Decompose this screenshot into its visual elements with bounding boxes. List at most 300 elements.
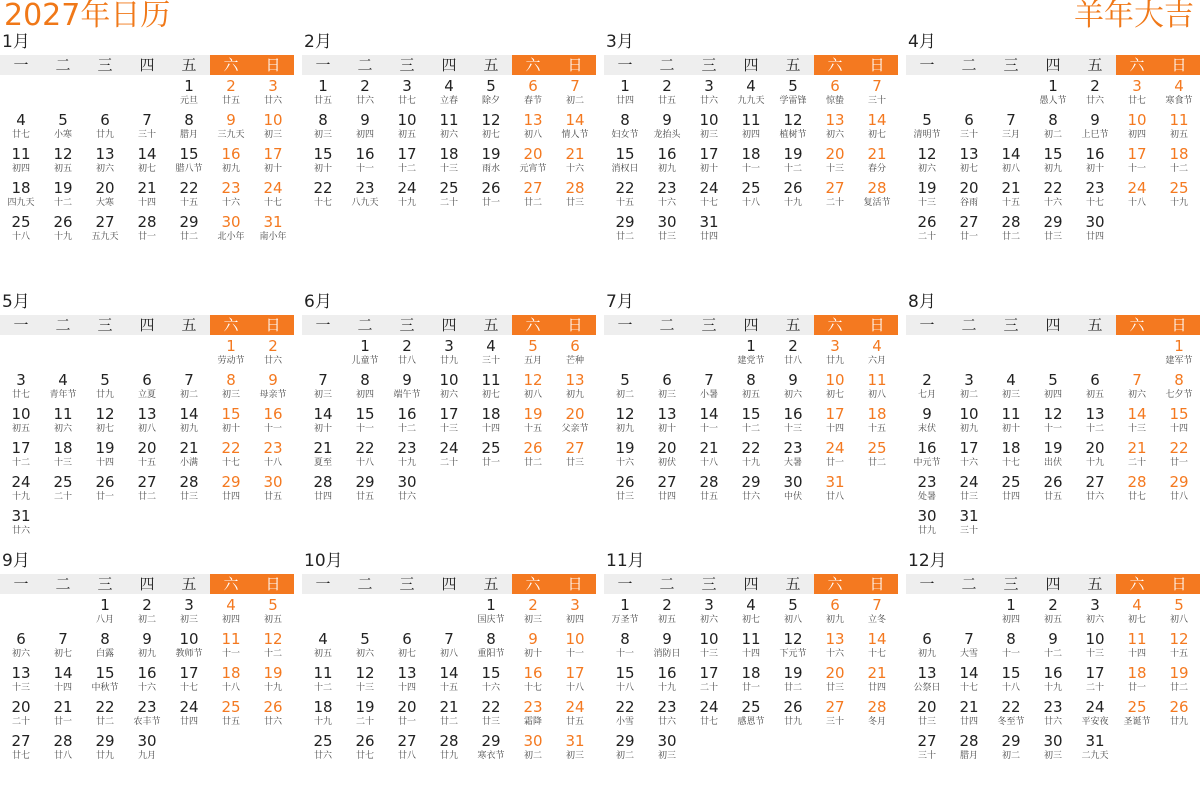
day-number: 8 bbox=[1006, 630, 1016, 648]
day-cell bbox=[168, 371, 210, 405]
lunar-label: 初二 bbox=[615, 390, 634, 400]
day-cell bbox=[302, 664, 344, 698]
day-number: 6 bbox=[402, 630, 412, 648]
day-cell bbox=[990, 213, 1032, 247]
weekday-label: 四 bbox=[441, 56, 457, 74]
day-cell bbox=[688, 698, 730, 732]
lunar-label: 消防日 bbox=[653, 649, 681, 659]
empty-cell bbox=[302, 337, 344, 371]
lunar-label: 廿四 bbox=[1001, 492, 1020, 502]
lunar-label: 廿四 bbox=[657, 492, 676, 502]
day-number: 23 bbox=[263, 439, 283, 457]
lunar-label: 廿二 bbox=[615, 232, 634, 242]
day-number: 13 bbox=[11, 664, 31, 682]
weekday-header bbox=[302, 574, 596, 594]
day-cell bbox=[1158, 439, 1200, 473]
day-cell bbox=[948, 698, 990, 732]
lunar-label: 廿二 bbox=[867, 458, 886, 468]
day-number: 8 bbox=[486, 630, 496, 648]
day-number: 11 bbox=[1001, 405, 1021, 423]
day-cell bbox=[990, 698, 1032, 732]
weekday-header bbox=[604, 55, 898, 75]
day-cell bbox=[688, 179, 730, 213]
day-number: 9 bbox=[788, 371, 798, 389]
day-number: 4 bbox=[1132, 596, 1142, 614]
day-cell bbox=[252, 145, 294, 179]
lunar-label: 十六 bbox=[1043, 198, 1062, 208]
day-number: 12 bbox=[263, 630, 283, 648]
day-cell bbox=[554, 145, 596, 179]
day-cell bbox=[302, 77, 344, 111]
day-number: 23 bbox=[221, 179, 241, 197]
day-number: 11 bbox=[221, 630, 241, 648]
lunar-label: 初七 bbox=[825, 390, 844, 400]
day-cell bbox=[948, 507, 990, 541]
weekday-label: 四 bbox=[743, 316, 759, 334]
day-number: 30 bbox=[1085, 213, 1105, 231]
day-cell bbox=[646, 664, 688, 698]
day-number: 26 bbox=[1169, 698, 1189, 716]
day-cell bbox=[772, 664, 814, 698]
day-cell bbox=[252, 111, 294, 145]
lunar-label: 十七 bbox=[699, 198, 718, 208]
day-number: 30 bbox=[917, 507, 937, 525]
day-cell bbox=[126, 473, 168, 507]
day-number: 9 bbox=[268, 371, 278, 389]
lunar-label: 腊月 bbox=[179, 130, 198, 140]
day-number: 14 bbox=[179, 405, 199, 423]
lunar-label: 十三 bbox=[439, 424, 458, 434]
day-cell bbox=[604, 630, 646, 664]
day-cell bbox=[84, 371, 126, 405]
lunar-label: 十五 bbox=[1001, 198, 1020, 208]
lunar-label: 初三 bbox=[657, 390, 676, 400]
lunar-label: 十一 bbox=[615, 649, 634, 659]
weekday-label: 三 bbox=[399, 56, 415, 74]
weekday-label: 日 bbox=[856, 55, 898, 75]
day-number: 11 bbox=[481, 371, 501, 389]
day-cell bbox=[168, 179, 210, 213]
lunar-label: 十四 bbox=[741, 649, 760, 659]
day-number: 18 bbox=[867, 405, 887, 423]
weekday-label: 日 bbox=[252, 574, 294, 594]
lunar-label: 初十 bbox=[699, 164, 718, 174]
day-cell bbox=[512, 630, 554, 664]
lunar-label: 重阳节 bbox=[477, 649, 505, 659]
lunar-label: 廿一 bbox=[1169, 458, 1188, 468]
day-cell bbox=[252, 664, 294, 698]
day-number: 27 bbox=[95, 213, 115, 231]
day-cell bbox=[302, 145, 344, 179]
day-number: 12 bbox=[1169, 630, 1189, 648]
lunar-label: 初七 bbox=[959, 164, 978, 174]
weekday-label: 六 bbox=[512, 574, 554, 594]
day-number: 20 bbox=[657, 439, 677, 457]
day-cell bbox=[0, 405, 42, 439]
day-number: 19 bbox=[481, 145, 501, 163]
day-cell bbox=[386, 630, 428, 664]
day-cell bbox=[554, 405, 596, 439]
lunar-label: 初六 bbox=[439, 130, 458, 140]
day-cell bbox=[948, 732, 990, 766]
day-number: 27 bbox=[565, 439, 585, 457]
lunar-label: 廿八 bbox=[825, 492, 844, 502]
day-number: 16 bbox=[917, 439, 937, 457]
day-cell bbox=[1116, 371, 1158, 405]
day-cell bbox=[688, 439, 730, 473]
day-cell bbox=[252, 405, 294, 439]
day-cell bbox=[604, 371, 646, 405]
weekday-label: 五 bbox=[1087, 316, 1103, 334]
day-number: 29 bbox=[1043, 213, 1063, 231]
day-cell bbox=[302, 405, 344, 439]
day-number: 4 bbox=[318, 630, 328, 648]
day-number: 26 bbox=[53, 213, 73, 231]
lunar-label: 十一 bbox=[1127, 164, 1146, 174]
weekday-header bbox=[0, 55, 294, 75]
day-cell bbox=[210, 337, 252, 371]
lunar-label: 廿五 bbox=[221, 96, 240, 106]
lunar-label: 中元节 bbox=[913, 458, 941, 468]
day-cell bbox=[948, 179, 990, 213]
day-number: 24 bbox=[699, 698, 719, 716]
lunar-label: 初五 bbox=[263, 615, 282, 625]
lunar-label: 廿五 bbox=[221, 717, 240, 727]
day-number: 23 bbox=[523, 698, 543, 716]
day-cell bbox=[1158, 145, 1200, 179]
day-number: 31 bbox=[11, 507, 31, 525]
lunar-label: 廿六 bbox=[11, 526, 30, 536]
lunar-label: 廿七 bbox=[11, 390, 30, 400]
weekday-label: 五 bbox=[1087, 575, 1103, 593]
lunar-label: 十一 bbox=[263, 424, 282, 434]
lunar-label: 十五 bbox=[1169, 649, 1188, 659]
day-number: 22 bbox=[615, 698, 635, 716]
weekday-label: 四 bbox=[139, 56, 155, 74]
day-number: 31 bbox=[959, 507, 979, 525]
day-cell bbox=[688, 145, 730, 179]
day-number: 18 bbox=[741, 664, 761, 682]
day-cell bbox=[856, 77, 898, 111]
day-cell bbox=[948, 145, 990, 179]
lunar-label: 初七 bbox=[137, 164, 156, 174]
day-cell bbox=[990, 630, 1032, 664]
day-cell bbox=[814, 439, 856, 473]
weekday-label: 一 bbox=[617, 316, 633, 334]
day-cell bbox=[0, 664, 42, 698]
day-cell bbox=[730, 371, 772, 405]
day-number: 1 bbox=[1048, 77, 1058, 95]
day-cell bbox=[126, 179, 168, 213]
day-cell bbox=[1074, 732, 1116, 766]
day-cell bbox=[772, 405, 814, 439]
lunar-label: 初三 bbox=[1043, 751, 1062, 761]
lunar-label: 十九 bbox=[1085, 458, 1104, 468]
day-cell bbox=[730, 337, 772, 371]
day-number: 3 bbox=[444, 337, 454, 355]
day-cell bbox=[0, 630, 42, 664]
lunar-label: 初十 bbox=[1085, 164, 1104, 174]
lunar-label: 十五 bbox=[439, 683, 458, 693]
lunar-label: 初九 bbox=[137, 649, 156, 659]
day-cell bbox=[1032, 732, 1074, 766]
day-cell bbox=[554, 732, 596, 766]
day-number: 19 bbox=[263, 664, 283, 682]
day-cell bbox=[554, 179, 596, 213]
day-number: 26 bbox=[481, 179, 501, 197]
day-cell bbox=[428, 77, 470, 111]
day-cell bbox=[814, 145, 856, 179]
day-number: 12 bbox=[783, 111, 803, 129]
day-cell bbox=[1032, 439, 1074, 473]
lunar-label: 廿九 bbox=[439, 356, 458, 366]
lunar-label: 十九 bbox=[397, 198, 416, 208]
lunar-label: 九九天 bbox=[737, 96, 765, 106]
lunar-label: 初七 bbox=[867, 130, 886, 140]
lunar-label: 廿四 bbox=[1085, 232, 1104, 242]
day-number: 3 bbox=[268, 77, 278, 95]
empty-cell bbox=[948, 77, 990, 111]
calendar-subtitle: 羊年大吉 bbox=[1074, 0, 1194, 33]
day-cell bbox=[252, 473, 294, 507]
lunar-label: 十八 bbox=[355, 458, 374, 468]
lunar-label: 初二 bbox=[1043, 130, 1062, 140]
day-cell bbox=[386, 473, 428, 507]
day-cell bbox=[470, 630, 512, 664]
day-number: 14 bbox=[1127, 405, 1147, 423]
day-number: 12 bbox=[783, 630, 803, 648]
day-grid bbox=[302, 77, 596, 213]
day-number: 9 bbox=[360, 111, 370, 129]
day-number: 9 bbox=[1090, 111, 1100, 129]
day-number: 25 bbox=[53, 473, 73, 491]
lunar-label: 末伏 bbox=[917, 424, 936, 434]
lunar-label: 初四 bbox=[741, 130, 760, 140]
day-cell bbox=[1158, 473, 1200, 507]
lunar-label: 寒食节 bbox=[1165, 96, 1193, 106]
day-cell bbox=[386, 439, 428, 473]
lunar-label: 廿五 bbox=[313, 96, 332, 106]
lunar-label: 十一 bbox=[221, 649, 240, 659]
day-cell bbox=[948, 111, 990, 145]
day-cell bbox=[1116, 698, 1158, 732]
day-cell bbox=[646, 111, 688, 145]
day-cell bbox=[42, 145, 84, 179]
day-number: 5 bbox=[1174, 596, 1184, 614]
lunar-label: 廿六 bbox=[263, 356, 282, 366]
lunar-label: 初八 bbox=[783, 615, 802, 625]
lunar-label: 十九 bbox=[53, 232, 72, 242]
weekday-label: 三 bbox=[97, 575, 113, 593]
day-cell bbox=[344, 111, 386, 145]
day-cell bbox=[554, 77, 596, 111]
day-number: 20 bbox=[917, 698, 937, 716]
day-cell bbox=[168, 111, 210, 145]
day-cell bbox=[0, 732, 42, 766]
day-number: 12 bbox=[917, 145, 937, 163]
day-number: 2 bbox=[528, 596, 538, 614]
lunar-label: 三十 bbox=[867, 96, 886, 106]
day-number: 16 bbox=[657, 664, 677, 682]
day-grid bbox=[906, 77, 1200, 247]
lunar-label: 廿二 bbox=[95, 717, 114, 727]
lunar-label: 十九 bbox=[657, 683, 676, 693]
day-number: 12 bbox=[1043, 405, 1063, 423]
lunar-label: 二十 bbox=[699, 683, 718, 693]
day-grid bbox=[604, 77, 898, 247]
month-name: 5月 bbox=[2, 292, 30, 312]
lunar-label: 廿二 bbox=[439, 717, 458, 727]
day-cell bbox=[428, 630, 470, 664]
lunar-label: 廿五 bbox=[1043, 492, 1062, 502]
day-number: 27 bbox=[523, 179, 543, 197]
day-number: 11 bbox=[313, 664, 333, 682]
lunar-label: 廿六 bbox=[1043, 717, 1062, 727]
day-number: 18 bbox=[481, 405, 501, 423]
day-cell bbox=[688, 664, 730, 698]
lunar-label: 初九 bbox=[959, 424, 978, 434]
day-number: 30 bbox=[657, 213, 677, 231]
day-cell bbox=[1158, 596, 1200, 630]
day-number: 24 bbox=[439, 439, 459, 457]
day-cell bbox=[126, 698, 168, 732]
day-number: 27 bbox=[397, 732, 417, 750]
day-cell bbox=[948, 371, 990, 405]
day-cell bbox=[168, 405, 210, 439]
day-cell bbox=[604, 77, 646, 111]
day-number: 2 bbox=[360, 77, 370, 95]
lunar-label: 惊蛰 bbox=[825, 96, 844, 106]
lunar-label: 十二 bbox=[1043, 649, 1062, 659]
day-grid bbox=[0, 77, 294, 247]
lunar-label: 廿二 bbox=[523, 198, 542, 208]
lunar-label: 十三 bbox=[699, 649, 718, 659]
day-cell bbox=[730, 630, 772, 664]
lunar-label: 廿四 bbox=[179, 717, 198, 727]
day-number: 7 bbox=[142, 111, 152, 129]
day-cell bbox=[856, 439, 898, 473]
day-cell bbox=[512, 371, 554, 405]
day-cell bbox=[604, 439, 646, 473]
day-number: 28 bbox=[565, 179, 585, 197]
day-cell bbox=[1116, 664, 1158, 698]
lunar-label: 初五 bbox=[53, 164, 72, 174]
lunar-label: 初六 bbox=[1127, 390, 1146, 400]
day-number: 2 bbox=[402, 337, 412, 355]
day-number: 31 bbox=[263, 213, 283, 231]
day-number: 19 bbox=[1043, 439, 1063, 457]
lunar-label: 二十 bbox=[439, 458, 458, 468]
lunar-label: 初八 bbox=[523, 130, 542, 140]
lunar-label: 母亲节 bbox=[259, 390, 287, 400]
day-cell bbox=[1032, 630, 1074, 664]
weekday-label: 三 bbox=[1003, 316, 1019, 334]
day-cell bbox=[814, 77, 856, 111]
day-cell bbox=[512, 77, 554, 111]
day-number: 17 bbox=[565, 664, 585, 682]
lunar-label: 芒种 bbox=[565, 356, 584, 366]
lunar-label: 初四 bbox=[1043, 390, 1062, 400]
lunar-label: 初三 bbox=[179, 615, 198, 625]
day-cell bbox=[906, 664, 948, 698]
day-cell bbox=[42, 371, 84, 405]
day-number: 6 bbox=[570, 337, 580, 355]
day-cell bbox=[0, 439, 42, 473]
day-number: 11 bbox=[11, 145, 31, 163]
day-cell bbox=[814, 337, 856, 371]
day-cell bbox=[1116, 596, 1158, 630]
weekday-label: 五 bbox=[483, 316, 499, 334]
day-cell bbox=[1032, 179, 1074, 213]
empty-cell bbox=[42, 337, 84, 371]
day-number: 12 bbox=[615, 405, 635, 423]
lunar-label: 公祭日 bbox=[913, 683, 941, 693]
day-number: 4 bbox=[746, 77, 756, 95]
day-cell bbox=[386, 337, 428, 371]
lunar-label: 十五 bbox=[523, 424, 542, 434]
lunar-label: 初十 bbox=[313, 164, 332, 174]
month-name: 12月 bbox=[908, 551, 947, 571]
day-cell bbox=[168, 630, 210, 664]
month-block bbox=[906, 32, 1200, 290]
empty-cell bbox=[344, 596, 386, 630]
lunar-label: 廿九 bbox=[95, 130, 114, 140]
day-cell bbox=[512, 664, 554, 698]
day-number: 3 bbox=[570, 596, 580, 614]
day-number: 29 bbox=[95, 732, 115, 750]
day-number: 29 bbox=[615, 732, 635, 750]
day-number: 21 bbox=[699, 439, 719, 457]
lunar-label: 十二 bbox=[397, 164, 416, 174]
day-cell bbox=[856, 179, 898, 213]
lunar-label: 大暑 bbox=[783, 458, 802, 468]
day-cell bbox=[554, 111, 596, 145]
lunar-label: 十一 bbox=[355, 164, 374, 174]
day-cell bbox=[428, 337, 470, 371]
day-cell bbox=[126, 439, 168, 473]
day-number: 21 bbox=[137, 179, 157, 197]
lunar-label: 廿六 bbox=[263, 717, 282, 727]
lunar-label: 春分 bbox=[867, 164, 886, 174]
lunar-label: 廿六 bbox=[1085, 492, 1104, 502]
day-number: 6 bbox=[830, 596, 840, 614]
day-cell bbox=[210, 371, 252, 405]
day-number: 8 bbox=[1174, 371, 1184, 389]
day-number: 15 bbox=[1043, 145, 1063, 163]
lunar-label: 初五 bbox=[1043, 615, 1062, 625]
lunar-label: 父亲节 bbox=[561, 424, 589, 434]
day-cell bbox=[1032, 596, 1074, 630]
day-cell bbox=[1032, 698, 1074, 732]
lunar-label: 廿三 bbox=[917, 717, 936, 727]
empty-cell bbox=[990, 337, 1032, 371]
weekday-label: 日 bbox=[856, 315, 898, 335]
day-number: 3 bbox=[1132, 77, 1142, 95]
day-cell bbox=[730, 145, 772, 179]
day-number: 10 bbox=[565, 630, 585, 648]
lunar-label: 立冬 bbox=[867, 615, 886, 625]
lunar-label: 二十 bbox=[439, 198, 458, 208]
day-number: 14 bbox=[137, 145, 157, 163]
lunar-label: 十八 bbox=[741, 198, 760, 208]
lunar-label: 儿童节 bbox=[351, 356, 379, 366]
day-number: 28 bbox=[867, 179, 887, 197]
lunar-label: 廿一 bbox=[825, 458, 844, 468]
weekday-label: 二 bbox=[357, 575, 373, 593]
lunar-label: 廿二 bbox=[1169, 683, 1188, 693]
month-block bbox=[302, 32, 598, 290]
lunar-label: 廿七 bbox=[397, 96, 416, 106]
